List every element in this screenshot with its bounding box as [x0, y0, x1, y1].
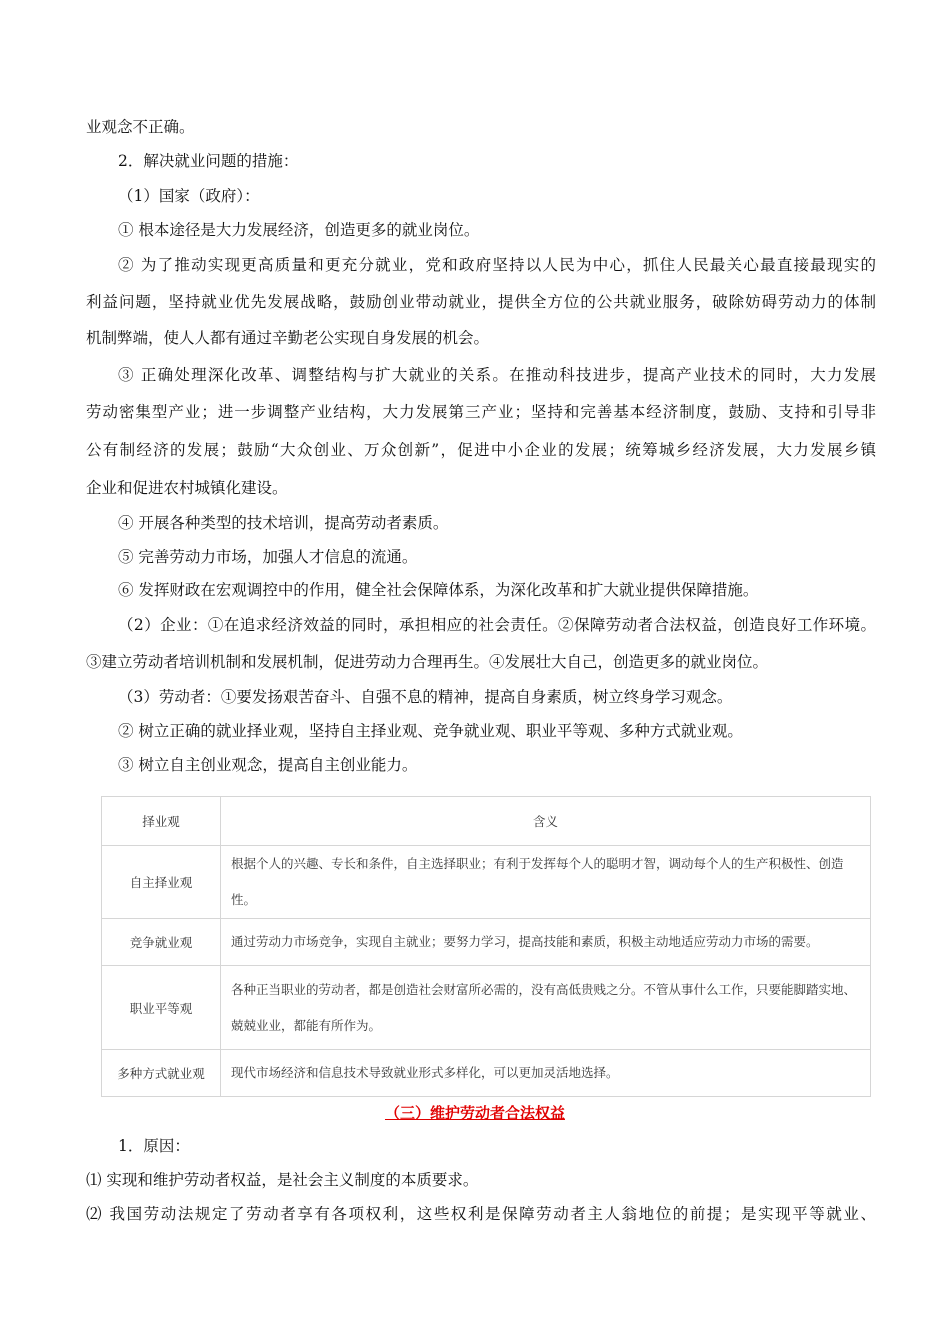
- paragraph: （3）劳动者：①要发扬艰苦奋斗、自强不息的精神，提高自身素质，树立终身学习观念。: [118, 688, 733, 706]
- heading-measures: 2．解决就业问题的措施：: [118, 152, 299, 170]
- paragraph: ⑤ 完善劳动力市场，加强人才信息的流通。: [118, 548, 418, 566]
- table-header-cell: 择业观: [102, 797, 221, 846]
- table-cell-name: 职业平等观: [102, 966, 221, 1050]
- paragraph: ③ 树立自主创业观念，提高自主创业能力。: [118, 756, 418, 774]
- paragraph: 机制弊端，使人人都有通过辛勤老公实现自身发展的机会。: [86, 329, 490, 347]
- table-row: [102, 919, 871, 966]
- paragraph: ⑥ 发挥财政在宏观调控中的作用，健全社会保障体系，为深化改革和扩大就业提供保障措施。: [118, 581, 759, 599]
- paragraph: 业观念不正确。: [86, 118, 195, 136]
- table-header-row: [102, 797, 871, 846]
- paragraph: （2）企业：①在追求经济效益的同时，承担相应的社会责任。②保障劳动者合法权益，创造良好工作环境。: [118, 616, 876, 634]
- table-cell-name: 多种方式就业观: [102, 1050, 221, 1097]
- paragraph: 劳动密集型产业；进一步调整产业结构，大力发展第三产业；坚持和完善基本经济制度，鼓励、支持和引导非: [86, 403, 876, 421]
- table-cell-name: 自主择业观: [102, 846, 221, 919]
- subheading-reasons: 1．原因：: [118, 1137, 190, 1155]
- paragraph: ① 根本途径是大力发展经济，创造更多的就业岗位。: [118, 221, 480, 239]
- table-cell-desc: 根据个人的兴趣、专长和条件，自主选择职业；有利于发挥每个人的聪明才智，调动每个人的生产积极性、创造性。: [221, 846, 871, 919]
- paragraph: ④ 开展各种类型的技术培训，提高劳动者素质。: [118, 514, 449, 532]
- table-row: [102, 966, 871, 1050]
- table-cell-desc: 通过劳动力市场竞争，实现自主就业；要努力学习，提高技能和素质，积极主动地适应劳动力市场的需要。: [221, 919, 871, 966]
- section-title: （三）维护劳动者合法权益: [384, 1104, 565, 1122]
- paragraph: ⑴ 实现和维护劳动者权益，是社会主义制度的本质要求。: [86, 1171, 479, 1189]
- table-row: [102, 1050, 871, 1097]
- paragraph: ② 为了推动实现更高质量和更充分就业，党和政府坚持以人民为中心，抓住人民最关心最直接最现实的: [118, 256, 876, 274]
- paragraph: ③ 正确处理深化改革、调整结构与扩大就业的关系。在推动科技进步，提高产业技术的同时，大力发展: [118, 366, 876, 384]
- subheading-state: （1）国家（政府）：: [118, 187, 260, 205]
- table-cell-name: 竞争就业观: [102, 919, 221, 966]
- paragraph: 公有制经济的发展；鼓励“大众创业、万众创新”，促进中小企业的发展；统筹城乡经济发展，大力发展乡镇: [86, 441, 876, 459]
- employment-views-table: [101, 796, 871, 1097]
- paragraph: ② 树立正确的就业择业观，坚持自主择业观、竞争就业观、职业平等观、多种方式就业观。: [118, 722, 743, 740]
- paragraph: ③建立劳动者培训机制和发展机制，促进劳动力合理再生。④发展壮大自己，创造更多的就业岗位。: [86, 653, 769, 671]
- paragraph: ⑵ 我国劳动法规定了劳动者享有各项权利，这些权利是保障劳动者主人翁地位的前提；是实现平等就业、: [86, 1205, 876, 1223]
- table-cell-desc: 现代市场经济和信息技术导致就业形式多样化，可以更加灵活地选择。: [221, 1050, 871, 1097]
- table-cell-desc: 各种正当职业的劳动者，都是创造社会财富所必需的，没有高低贵贱之分。不管从事什么工作，只要能脚踏实地、兢兢业业，都能有所作为。: [221, 966, 871, 1050]
- table-header-cell: 含义: [221, 797, 871, 846]
- paragraph: 利益问题，坚持就业优先发展战略，鼓励创业带动就业，提供全方位的公共就业服务，破除妨碍劳动力的体制: [86, 293, 876, 311]
- paragraph: 企业和促进农村城镇化建设。: [86, 479, 288, 497]
- table-row: [102, 846, 871, 919]
